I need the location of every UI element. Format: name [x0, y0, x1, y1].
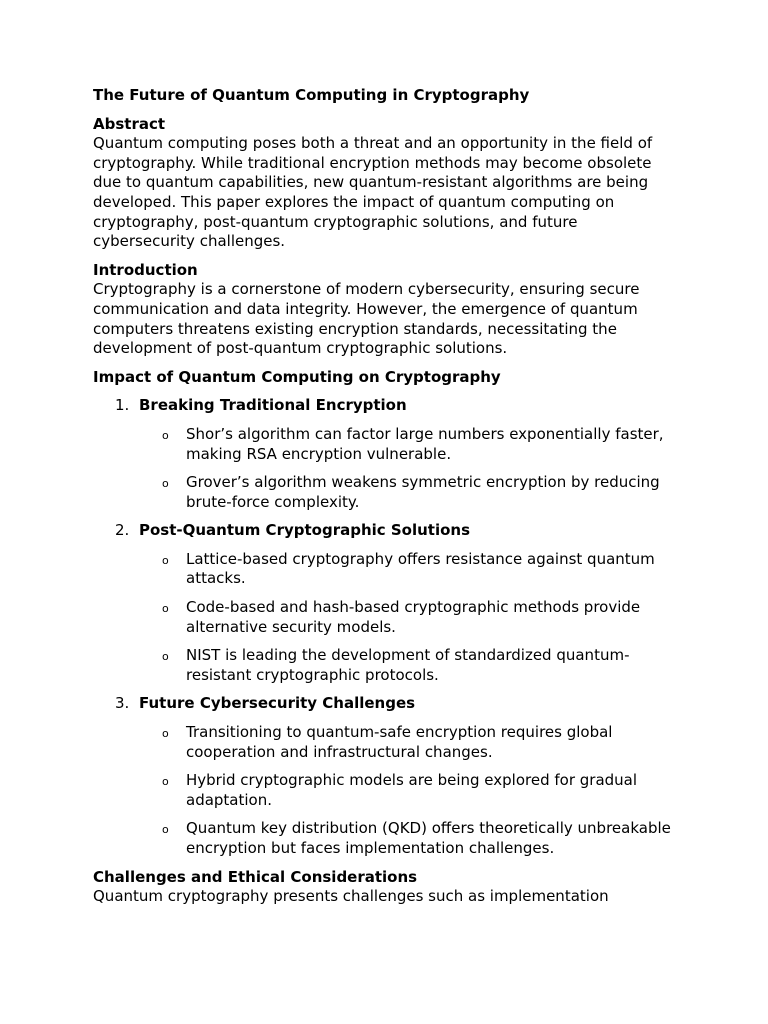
sub-list: [93, 723, 683, 859]
document-title: The Future of Quantum Computing in Cryptography: [93, 86, 530, 104]
challenges-heading: Challenges and Ethical Considerations: [93, 867, 418, 886]
list-item: [93, 598, 683, 637]
list-item: [93, 723, 683, 762]
bullet-icon: o: [162, 775, 169, 789]
abstract-text: Quantum computing poses both a threat and an opportunity in the field of cryptography. While traditional encryption methods may become obsolete due to quantum capabilities, new quantum-resistant algorithms are being developed. This paper explores the impact of quantum computing on cryptography, post-quantum cryptographic solutions, and future cybersecurity challenges.: [93, 134, 653, 251]
bullet-icon: o: [162, 477, 169, 491]
abstract-heading: Abstract: [93, 114, 166, 133]
list-item-text: Transitioning to quantum-safe encryption requires global cooperation and infrastructural changes.: [186, 723, 613, 761]
impact-item-future-challenges: [93, 694, 683, 714]
list-item-text: Grover’s algorithm weakens symmetric encryption by reducing brute-force complexity.: [186, 473, 660, 511]
sub-list: [93, 425, 683, 512]
item-number: 2.: [115, 521, 130, 540]
item-number: 1.: [115, 396, 130, 415]
list-item-text: Quantum key distribution (QKD) offers theoretically unbreakable encryption but faces implementation challenges.: [186, 819, 671, 857]
bullet-icon: o: [162, 602, 169, 616]
item-title: Breaking Traditional Encryption: [139, 396, 407, 415]
bullet-icon: o: [162, 727, 169, 741]
bullet-icon: o: [162, 428, 169, 442]
impact-list: [93, 396, 683, 858]
bullet-icon: o: [162, 553, 169, 567]
bullet-icon: o: [162, 650, 169, 664]
list-item-text: Hybrid cryptographic models are being explored for gradual adaptation.: [186, 771, 638, 809]
list-item: [93, 819, 683, 858]
list-item: [93, 771, 683, 810]
list-item-text: Shor’s algorithm can factor large numbers exponentially faster, making RSA encryption vulnerable.: [186, 424, 664, 463]
item-title: Future Cybersecurity Challenges: [139, 694, 416, 713]
impact-heading: Impact of Quantum Computing on Cryptography: [93, 367, 501, 386]
document-page: [93, 86, 683, 916]
list-item-text: Lattice-based cryptography offers resistance against quantum attacks.: [186, 549, 655, 588]
list-item: [93, 473, 683, 512]
introduction-heading: Introduction: [93, 260, 198, 279]
list-item: [93, 550, 683, 589]
list-item: [93, 425, 683, 464]
list-item-text: NIST is leading the development of standardized quantum-resistant cryptographic protocols.: [186, 646, 630, 684]
sub-list: [93, 550, 683, 686]
list-item: [93, 646, 683, 685]
item-title: Post-Quantum Cryptographic Solutions: [139, 521, 471, 540]
impact-item-breaking-encryption: [93, 396, 683, 416]
list-item-text: Code-based and hash-based cryptographic methods provide alternative security models.: [186, 598, 641, 636]
bullet-icon: o: [162, 823, 169, 837]
impact-item-post-quantum-solutions: [93, 521, 683, 541]
item-number: 3.: [115, 694, 130, 713]
introduction-text: Cryptography is a cornerstone of modern cybersecurity, ensuring secure communication and data integrity. However, the emergence of quantum computers threatens existing encryption standards, necessitating the development of post-quantum cryptographic solutions.: [93, 280, 640, 358]
challenges-text: Quantum cryptography presents challenges such as implementation: [93, 887, 609, 906]
